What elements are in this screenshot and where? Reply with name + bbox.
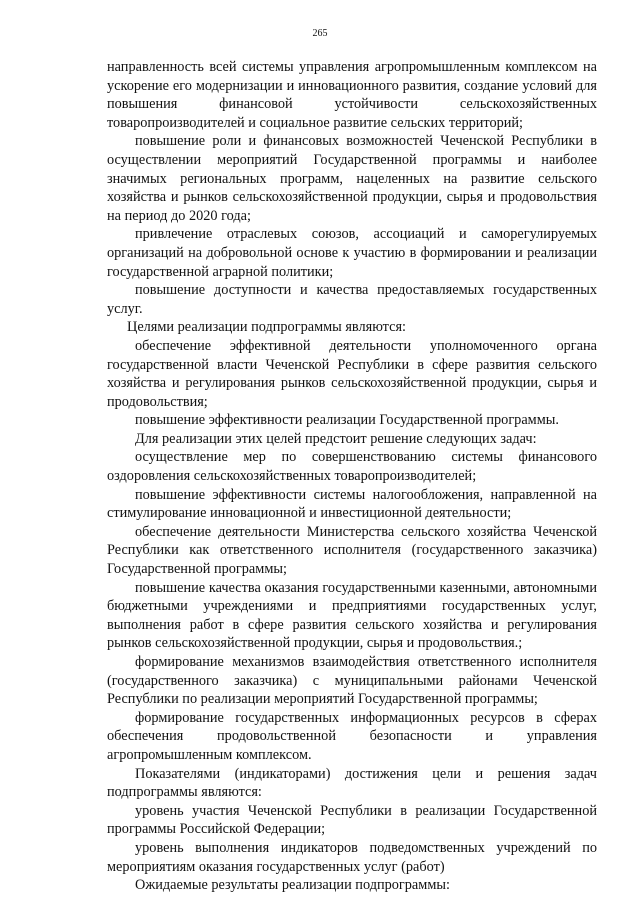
document-body: [107, 58, 597, 895]
page-number: 265: [312, 28, 328, 39]
paragraph: Ожидаемые результаты реализации подпрограммы:: [135, 877, 450, 894]
paragraph: обеспечение эффективной деятельности уполномоченного органа государственной власти Чеченской Республики в сфере развития сельского хозяйства и регулирования рынков сельскохозяйственной продукции, сырья и продовольствия;: [107, 337, 597, 410]
paragraph: повышение роли и финансовых возможностей Чеченской Республики в осуществлении мероприятий Государственной программы и наиболее значимых региональных программ, нацеленных на развитие сельского хозяйства и рынков сельскохозяйственной продукции, сырья и продовольствия на период до 2020 года;: [107, 133, 597, 224]
paragraph: повышение эффективности реализации Государственной программы.: [135, 412, 559, 429]
paragraph: повышение доступности и качества предоставляемых государственных услуг.: [107, 282, 597, 317]
paragraph: привлечение отраслевых союзов, ассоциаций и саморегулируемых организаций на добровольной основе к участию в формировании и реализации государственной аграрной политики;: [107, 226, 597, 280]
paragraph: уровень участия Чеченской Республики в реализации Государственной программы Российской Федерации;: [107, 802, 597, 838]
paragraph: уровень выполнения индикаторов подведомственных учреждений по мероприятиям оказания государственных услуг (работ): [107, 839, 597, 875]
paragraph: осуществление мер по совершенствованию системы финансового оздоровления сельскохозяйственных товаропроизводителей;: [107, 449, 597, 485]
paragraph: формирование механизмов взаимодействия ответственного исполнителя (государственного заказчика) с муниципальными районами Чеченской Республики по реализации мероприятий Государственной программы;: [107, 654, 597, 708]
paragraph: повышение эффективности системы налогообложения, направленной на стимулирование инновационной и инвестиционной деятельности;: [107, 486, 597, 522]
paragraph: Показателями (индикаторами) достижения цели и решения задач подпрограммы являются:: [107, 765, 597, 801]
paragraph: обеспечение деятельности Министерства сельского хозяйства Чеченской Республики как ответственного исполнителя (государственного заказчика) Государственной программы;: [107, 523, 597, 578]
paragraph: Для реализации этих целей предстоит решение следующих задач:: [135, 430, 537, 447]
paragraph: формирование государственных информационных ресурсов в сферах обеспечения продовольственной безопасности и управления агропромышленным комплексом.: [107, 709, 597, 763]
paragraph: Целями реализации подпрограммы являются:: [127, 319, 406, 336]
paragraph: повышение качества оказания государственными казенными, автономными бюджетными учреждениями и предприятиями государственных услуг, выполнения работ в сфере развития сельского хозяйства и регулирования рынков сельскохозяйственной продукции, сырья и продовольствия.;: [107, 579, 597, 652]
paragraph: направленность всей системы управления агропромышленным комплексом на ускорение его модернизации и инновационного развития, создание условий для повышения финансовой устойчивости сельскохозяйственных товаропроизводителей и социальное развитие сельских территорий;: [107, 59, 597, 131]
